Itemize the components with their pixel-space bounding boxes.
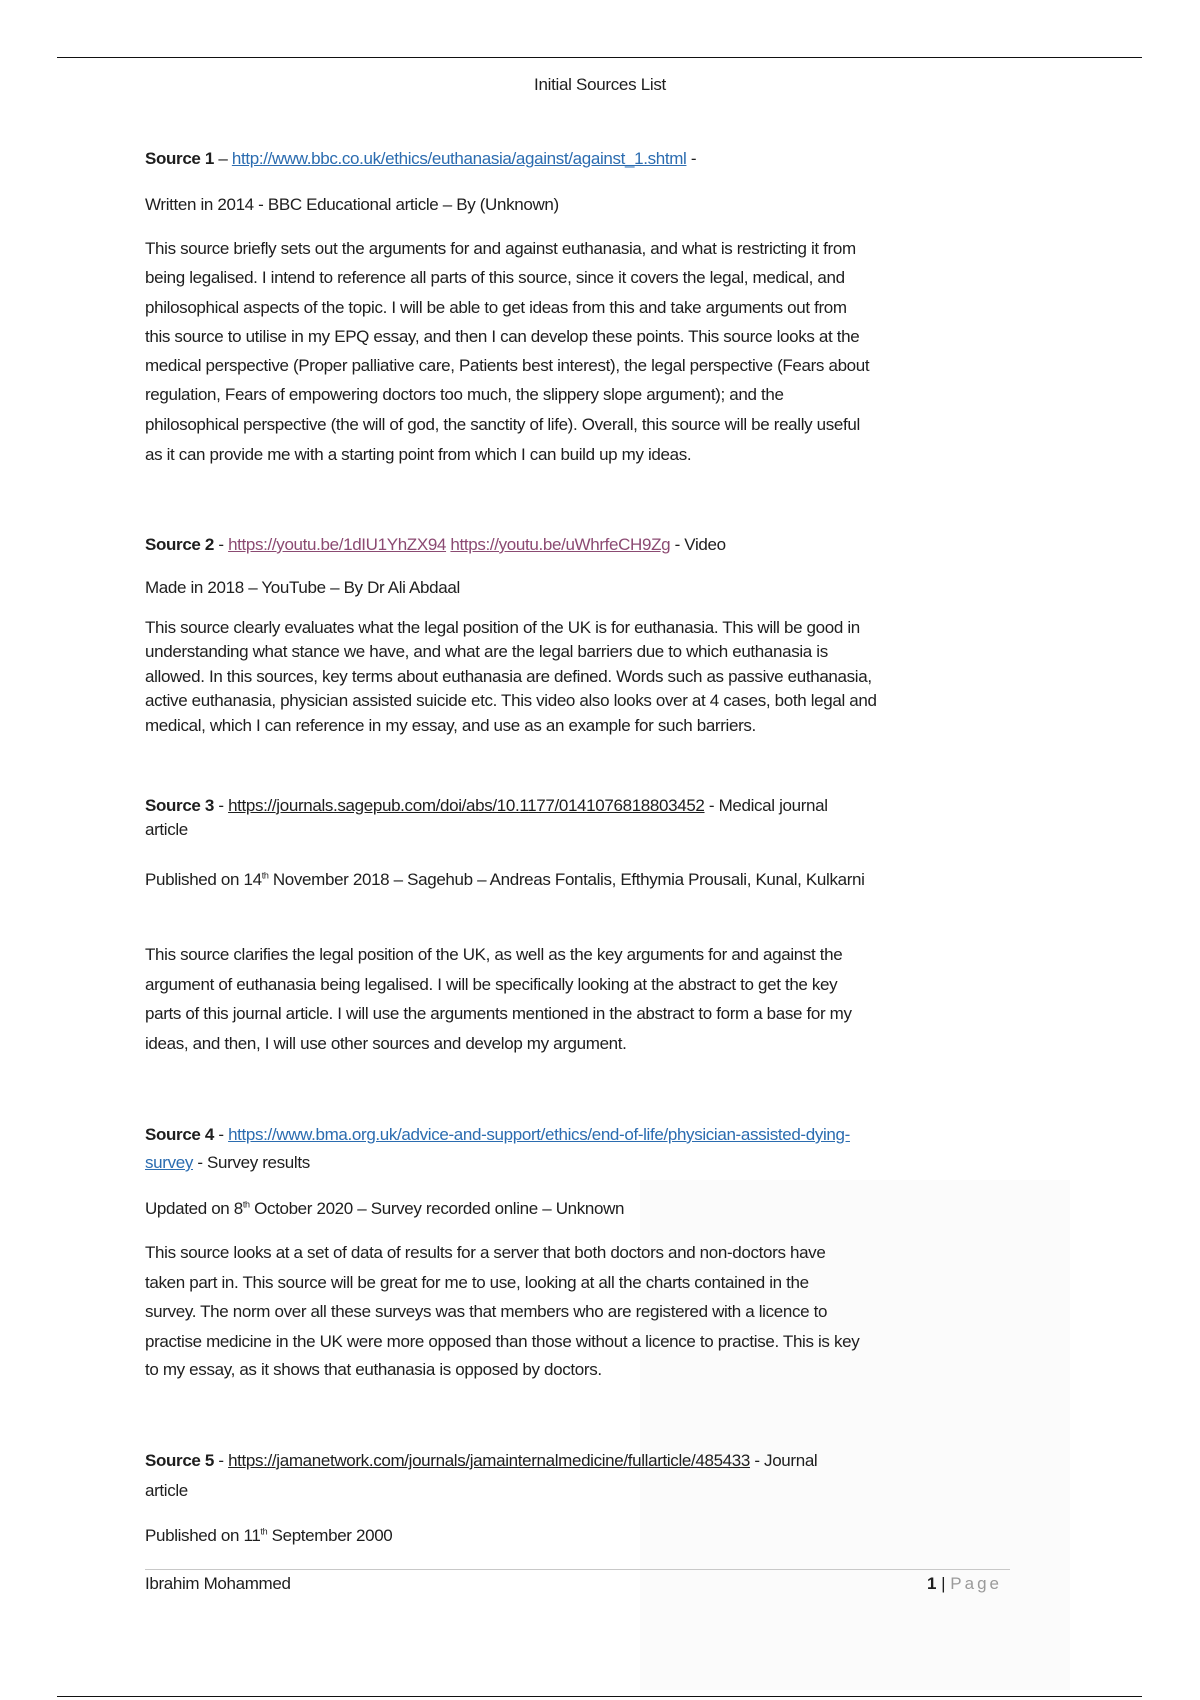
separator: - [214, 535, 229, 554]
source-label: Source 1 [145, 149, 215, 168]
source-1-heading [145, 148, 696, 170]
source-3-meta [145, 869, 865, 891]
ordinal-suffix: th [260, 1526, 268, 1537]
source-1-link[interactable]: http://www.bbc.co.uk/ethics/euthanasia/against/against_1.shtml [231, 149, 687, 168]
source-label: Source 3 [145, 796, 215, 815]
footer-rule [145, 1569, 1010, 1570]
source-type-continued: article [145, 820, 188, 839]
page-number [927, 1573, 1002, 1595]
body-line: This source looks at a set of data of results for a server that both doctors and non-doctors have [145, 1243, 826, 1262]
source-2-meta: Made in 2018 – YouTube – By Dr Ali Abdaal [145, 578, 460, 597]
source-label: Source 4 [145, 1125, 215, 1144]
page-label: Page [950, 1574, 1002, 1593]
meta-text: Published on 14 [145, 870, 262, 889]
body-line: being legalised. I intend to reference all parts of this source, since it covers the legal, medical, and [145, 268, 845, 287]
body-line: this source to utilise in my EPQ essay, and then I can develop these points. This source looks at the [145, 327, 860, 346]
source-4-link[interactable]: https://www.bma.org.uk/advice-and-support/ethics/end-of-life/physician-assisted-dying- [228, 1125, 850, 1144]
body-line: active euthanasia, physician assisted suicide etc. This video also looks over at 4 cases, both legal and [145, 691, 877, 710]
body-line: parts of this journal article. I will use the arguments mentioned in the abstract to form a base for my [145, 1004, 852, 1023]
source-3-heading [145, 795, 828, 817]
body-line: This source clarifies the legal position of the UK, as well as the key arguments for and against the [145, 945, 843, 964]
source-2-link-2[interactable]: https://youtu.be/uWhrfeCH9Zg [450, 535, 671, 554]
body-line: medical perspective (Proper palliative care, Patients best interest), the legal perspective (Fears about [145, 356, 870, 375]
source-3-link[interactable]: https://journals.sagepub.com/doi/abs/10.1177/0141076818803452 [228, 796, 705, 815]
source-5-link[interactable]: https://jamanetwork.com/journals/jamainternalmedicine/fullarticle/485433 [228, 1451, 750, 1470]
meta-text: November 2018 – Sagehub – Andreas Fontalis, Efthymia Prousali, Kunal, Kulkarni [268, 870, 865, 889]
page-number-value: 1 [926, 1574, 937, 1593]
source-4-meta [145, 1198, 624, 1220]
body-line: This source briefly sets out the arguments for and against euthanasia, and what is restricting it from [145, 239, 856, 258]
meta-text: October 2020 – Survey recorded online – Unknown [249, 1199, 625, 1218]
top-rule [57, 57, 1142, 58]
separator: – [214, 149, 232, 168]
body-line: regulation, Fears of empowering doctors too much, the slippery slope argument); and the [145, 385, 784, 404]
source-5-heading [145, 1450, 817, 1472]
body-line: to my essay, as it shows that euthanasia is opposed by doctors. [145, 1360, 602, 1379]
body-line: survey. The norm over all these surveys was that members who are registered with a licence to [145, 1302, 828, 1321]
body-line: allowed. In this sources, key terms about euthanasia are defined. Words such as passive euthanasia, [145, 667, 872, 686]
source-type: - Video [670, 535, 726, 554]
ordinal-suffix: th [261, 870, 269, 881]
source-label: Source 2 [145, 535, 215, 554]
separator: - [214, 1125, 229, 1144]
source-1-meta: Written in 2014 - BBC Educational article – By (Unknown) [145, 195, 559, 214]
source-4-link-continued[interactable]: survey [145, 1153, 193, 1172]
separator: - [214, 1451, 229, 1470]
body-line: as it can provide me with a starting point from which I can build up my ideas. [145, 445, 692, 464]
source-label: Source 5 [145, 1451, 215, 1470]
body-line: philosophical perspective (the will of god, the sanctity of life). Overall, this source will be really useful [145, 415, 860, 434]
source-4-heading [145, 1124, 850, 1146]
ordinal-suffix: th [242, 1199, 250, 1210]
body-line: practise medicine in the UK were more opposed than those without a licence to practise. This is key [145, 1332, 860, 1351]
body-line: medical, which I can reference in my essay, and use as an example for such barriers. [145, 716, 756, 735]
source-2-link-1[interactable]: https://youtu.be/1dIU1YhZX94 [228, 535, 447, 554]
source-2-heading [145, 534, 726, 556]
body-line: ideas, and then, I will use other sources and develop my argument. [145, 1034, 627, 1053]
meta-text: September 2000 [267, 1526, 393, 1545]
bottom-rule [57, 1696, 1142, 1697]
page-separator: | [936, 1574, 951, 1593]
body-line: taken part in. This source will be great for me to use, looking at all the charts contained in the [145, 1273, 809, 1292]
meta-text: Published on 11 [145, 1526, 261, 1545]
body-line: This source clearly evaluates what the legal position of the UK is for euthanasia. This will be good in [145, 618, 860, 637]
footer-author: Ibrahim Mohammed [145, 1574, 291, 1593]
document-title: Initial Sources List [534, 75, 666, 94]
source-type: - Survey results [192, 1153, 310, 1172]
source-5-meta [145, 1525, 392, 1547]
separator: - [214, 796, 229, 815]
body-line: argument of euthanasia being legalised. I will be specifically looking at the abstract to get the key [145, 975, 838, 994]
body-line: understanding what stance we have, and what are the legal barriers due to which euthanasia is [145, 642, 828, 661]
source-type: - Medical journal [704, 796, 828, 815]
source-type: - [686, 149, 697, 168]
meta-text: Updated on 8 [145, 1199, 243, 1218]
source-type-continued: article [145, 1481, 188, 1500]
source-4-heading-continued [145, 1152, 310, 1174]
source-type: - Journal [749, 1451, 818, 1470]
body-line: philosophical aspects of the topic. I will be able to get ideas from this and take arguments out from [145, 298, 847, 317]
